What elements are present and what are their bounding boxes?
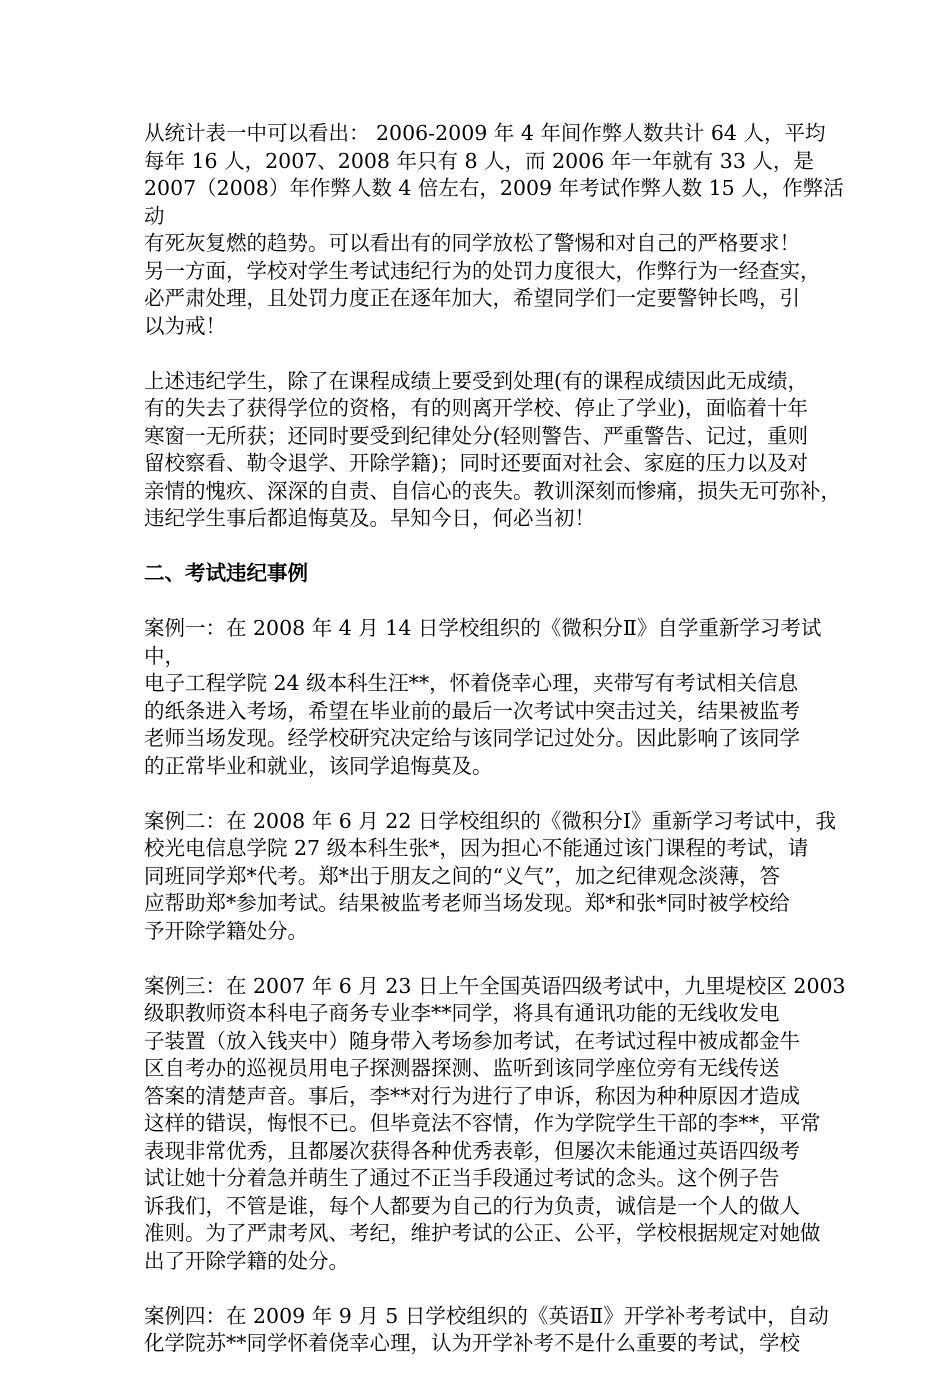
case-paragraph-1: 案例一：在 2008 年 4 月 14 日学校组织的《微积分Ⅱ》自学重新学习考试中， 电子工程学院 24 级本科生汪**，怀着侥幸心理，夹带写有考试相关信息 的纸条进入考场，希望在毕业前的最后一次考试中突击过关，结果被监考 老师当场发现。经学校研究决定给与该同学记过处分。因此影响了该同学 的正常毕业和就业，该同学追悔莫及。 <box>144 616 822 778</box>
case-paragraph-2: 案例二：在 2008 年 6 月 22 日学校组织的《微积分Ⅰ》重新学习考试中，我 校光电信息学院 27 级本科生张*，因为担心不能通过该门课程的考试，请 同班同学郑*代考。郑*出于朋友之间的“义气”，加之纪律观念淡薄，答 应帮助郑*参加考试。结果被监考老师当场发现。郑*和张*同时被学校给 予开除学籍处分。 <box>144 808 836 943</box>
section-heading: 二、考试违纪事例 <box>144 561 308 585</box>
case-paragraph-3: 案例三：在 2007 年 6 月 23 日上午全国英语四级考试中，九里堤校区 2003 级职教师资本科电子商务专业李**同学，将具有通讯功能的无线收发电 子装置（放入钱夹中）随身带入考场参加考试，在考试过程中被成都金牛 区自考办的巡视员用电子探测器探测、监听到该同学座位旁有无线传送 答案的清楚声音。事后，李**对行为进行了申诉，称因为种种原因才造成 这样的错误，悔恨不已。但毕竟法不容情，作为学院学生干部的李**，平常 表现非常优秀，且都屡次获得各种优秀表彰，但屡次未能通过英语四级考 试让她十分着急并萌生了通过不正当手段通过考试的念头。这个例子告 诉我们，不管是谁，每个人都要为自己的行为负责，诚信是一个人的做人 准则。为了严肃考风、考纪，维护考试的公正、公平，学校根据规定对她做 出了开除学籍的处分。 <box>144 973 846 1273</box>
intro-paragraph-consequences: 上述违纪学生，除了在课程成绩上要受到处理(有的课程成绩因此无成绩， 有的失去了获得学位的资格，有的则离开学校、停止了学业)，面临着十年 寒窗一无所获；还同时要受到纪律处分(轻则警告、严重警告、记过，重则 留校察看、勒令退学、开除学籍)；同时还要面对社会、家庭的压力以及对 亲情的愧疚、深深的自责、自信心的丧失。教训深刻而惨痛，损失无可弥补， 违纪学生事后都追悔莫及。早知今日，何必当初！ <box>144 368 841 530</box>
document-page <box>144 120 856 1385</box>
case-paragraph-4: 案例四：在 2009 年 9 月 5 日学校组织的《英语Ⅱ》开学补考考试中，自动 化学院苏**同学怀着侥幸心理，认为开学补考不是什么重要的考试，学校 <box>144 1303 829 1355</box>
intro-paragraph-statistics: 从统计表一中可以看出： 2006-2009 年 4 年间作弊人数共计 64 人，平均 每年 16 人，2007、2008 年只有 8 人，而 2006 年一年就有 33 人，是 2007（2008）年作弊人数 4 倍左右，2009 年考试作弊人数 15 人，作弊活动 有死灰复燃的趋势。可以看出有的同学放松了警惕和对自己的严格要求！ 另一方面，学校对学生考试违纪行为的处罚力度很大，作弊行为一经查实， 必严肃处理，且处罚力度正在逐年加大，希望同学们一定要警钟长鸣，引 以为戒！ <box>144 121 844 338</box>
